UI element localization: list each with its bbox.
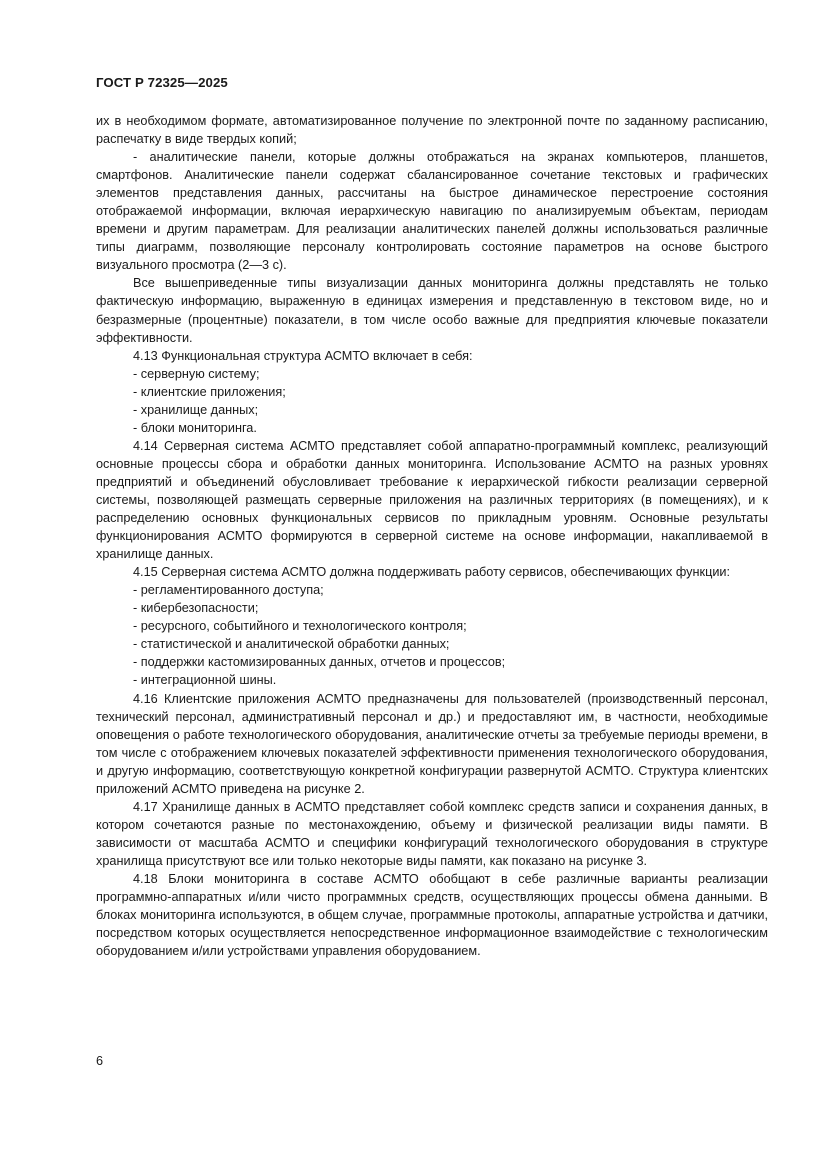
list-item-data-storage: - хранилище данных; — [133, 402, 259, 417]
paragraph-visualization-types: Все вышеприведенные типы визуализации данных мониторинга должны представлять не только фактическую информацию, выраженную в единицах измерения и представленную в текстовом виде, но и безразмерные (процентные) показатели, в том числе особо важные для предприятия ключевые показатели эффективности. — [96, 276, 768, 345]
page-number: 6 — [96, 1054, 104, 1068]
clause-4-14: 4.14 Серверная система АСМТО представляет собой аппаратно-программный комплекс, реализующий основные процессы сбора и обработки данных мониторинга. Использование АСМТО на разных уровнях предприятий и объединений обусловливает требование к иерархической гибкости реализации серверной системы, позволяющей размещать серверные приложения на различных территориях (в помещениях), и к распределению основных функциональных сервисов по прикладным уровням. Основные результаты функционирования АСМТО формируются в серверной системе на основе информации, накапливаемой в хранилище данных. — [96, 438, 768, 562]
clause-4-15: 4.15 Серверная система АСМТО должна поддерживать работу сервисов, обеспечивающих функции: — [133, 565, 731, 580]
clause-4-16: 4.16 Клиентские приложения АСМТО предназначены для пользователей (производственный персонал, технический персонал, административный персонал и др.) и предоставляют им, в частности, необходимые оповещения о работе технологического оборудования, аналитические отчеты за требуемые периоды времени, в том числе с отображением ключевых показателей эффективности применения технологического оборудования, и другую информацию, соответствующую конкретной конфигурации развернутой АСМТО. Структура клиентских приложений АСМТО приведена на рисунке 2. — [96, 691, 768, 796]
list-item-customized-data: - поддержки кастомизированных данных, отчетов и процессов; — [133, 655, 506, 670]
list-item-client-apps: - клиентские приложения; — [133, 384, 286, 399]
clause-4-18: 4.18 Блоки мониторинга в составе АСМТО обобщают в себе различные варианты реализации программно-аппаратных и/или чисто программных средств, осуществляющих процессы обмена данными. В блоках мониторинга используются, в общем случае, программные протоколы, аппаратные устройства и датчики, посредством которых осуществляется непосредственное информационное взаимодействие с технологическим оборудованием и/или устройствами управления оборудованием. — [96, 871, 768, 959]
list-item-monitoring-blocks: - блоки мониторинга. — [133, 420, 257, 435]
list-item-statistical-processing: - статистической и аналитической обработки данных; — [133, 637, 450, 652]
paragraph-analytic-panels: - аналитические панели, которые должны отображаться на экранах компьютеров, планшетов, смартфонов. Аналитические панели содержат сбалансированное сочетание текстовых и графических элементов представления данных, рассчитаны на быстрое динамическое перестроение состояния отображаемой информации, включая иерархическую навигацию по анализируемым объектам, периодам времени и другим параметрам. Для реализации аналитических панелей должны использоваться различные типы диаграмм, позволяющие персоналу контролировать состояние параметров на основе быстрого визуального просмотра (2—3 с). — [96, 150, 768, 273]
list-item-regulated-access: - регламентированного доступа; — [133, 583, 324, 598]
document-header: ГОСТ Р 72325—2025 — [96, 75, 228, 90]
document-body — [96, 112, 768, 960]
list-item-cybersecurity: - кибербезопасности; — [133, 601, 259, 616]
list-item-resource-control: - ресурсного, событийного и технологического контроля; — [133, 619, 467, 634]
list-item-server-system: - серверную систему; — [133, 366, 260, 381]
clause-4-13: 4.13 Функциональная структура АСМТО включает в себя: — [133, 348, 473, 363]
list-item-integration-bus: - интеграционной шины. — [133, 673, 277, 688]
paragraph-continuation: их в необходимом формате, автоматизированное получение по электронной почте по заданному расписанию, распечатку в виде твердых копий; — [96, 114, 768, 147]
clause-4-17: 4.17 Хранилище данных в АСМТО представляет собой комплекс средств записи и сохранения данных, в котором сочетаются разные по местонахождению, объему и физической реализации виды памяти. В зависимости от масштаба АСМТО и специфики конфигураций технологического оборудования в структуре хранилища присутствуют все или только некоторые виды памяти, как показано на рисунке 3. — [96, 799, 768, 868]
